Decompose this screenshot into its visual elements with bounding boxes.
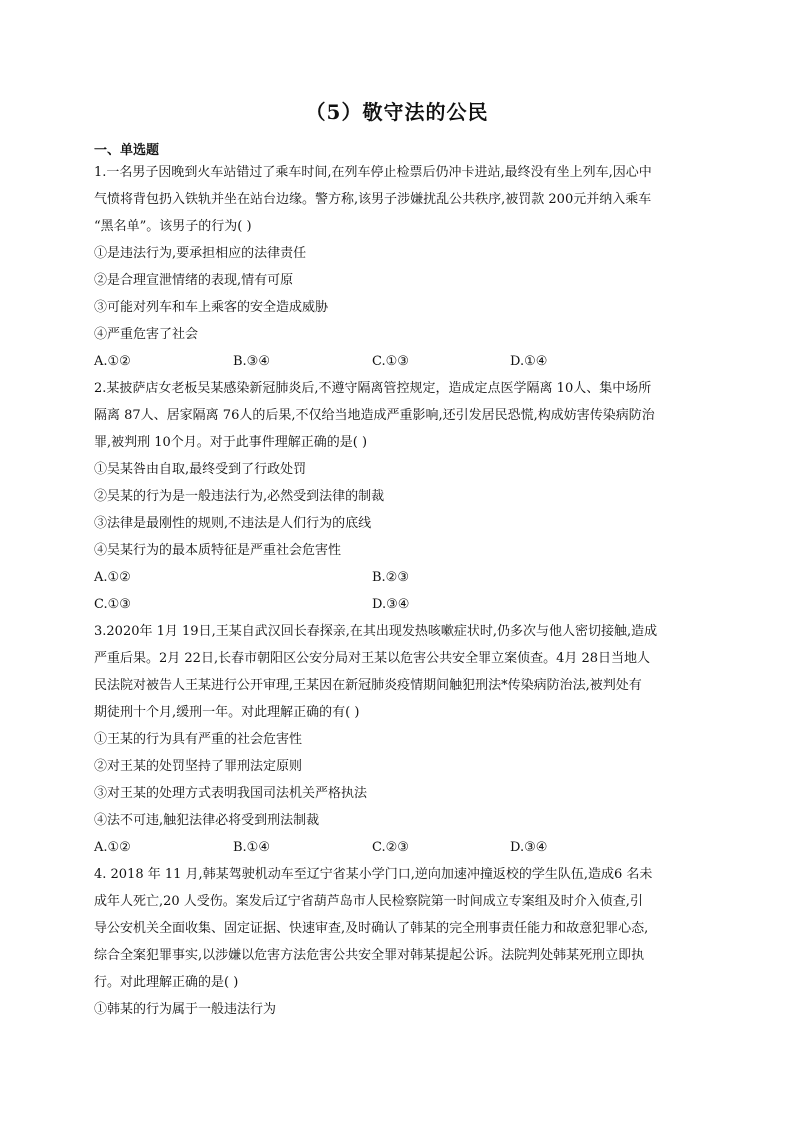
question-list	[94, 142, 704, 1023]
statement: ①韩某的行为属于一般违法行为	[94, 1002, 277, 1017]
option-c: C.②③	[372, 840, 409, 855]
option-c: C.①③	[94, 597, 131, 612]
question-stem-line: “黑名单”。该男子的行为( )	[94, 219, 252, 234]
statement: ④法不可违,触犯法律必将受到刑法制裁	[94, 813, 320, 828]
option-b: B.①④	[233, 840, 270, 855]
question-stem-line: 行。对此理解正确的是( )	[94, 975, 239, 990]
statement: ②对王某的处罚坚持了罪刑法定原则	[94, 759, 303, 774]
question-stem-line: 隔离 87人、居家隔离 76人的后果,不仅给当地造成严重影响,还引发居民恐慌,构成妨害传染病防治	[94, 408, 655, 423]
page-title: （5）敬守法的公民	[305, 100, 489, 124]
question-stem-line: 期徒刑十个月,缓刑一年。对此理解正确的有( )	[94, 705, 360, 720]
section-heading: 一、单选题	[94, 143, 160, 158]
answer-options	[94, 564, 704, 591]
question-1	[94, 159, 704, 375]
statement: ③对王某的处理方式表明我国司法机关严格执法	[94, 786, 368, 801]
statement: ③法律是最刚性的规则,不违法是人们行为的底线	[94, 516, 372, 531]
question-stem-line: 罪,被判刑 10个月。对于此事件理解正确的是( )	[94, 435, 368, 450]
statement: ①是违法行为,要承担相应的法律责任	[94, 246, 307, 261]
question-stem-line: 3.2020年 1月 19日,王某自武汉回长春探亲,在其出现发热咳嗽症状时,仍多次与他人密切接触,造成	[94, 624, 658, 639]
option-c: C.①③	[372, 354, 409, 369]
option-d: D.①④	[510, 354, 548, 369]
question-stem-line: 2.某披萨店女老板吴某感染新冠肺炎后,不遵守隔离管控规定，造成定点医学隔离 10人、集中场所	[94, 381, 652, 396]
question-stem-line: 气愤将背包扔入铁轨并坐在站台边缘。警方称,该男子涉嫌扰乱公共秩序,被罚款 200元并纳入乘车	[94, 192, 652, 207]
question-3	[94, 618, 704, 861]
option-a: A.①②	[94, 840, 131, 855]
question-stem-line: 导公安机关全面收集、固定证据、快速审查,及时确认了韩某的完全刑事责任能力和故意犯罪心态,	[94, 921, 649, 936]
question-stem-line: 民法院对被告人王某进行公开审理,王某因在新冠肺炎疫情期间触犯刑法*传染病防治法,被判处有	[94, 678, 642, 693]
option-d: D.③④	[510, 840, 548, 855]
answer-options	[94, 834, 704, 861]
option-b: B.③④	[233, 354, 270, 369]
statement: ③可能对列车和车上乘客的安全造成威胁	[94, 300, 329, 315]
statement: ④吴某行为的最本质特征是严重社会危害性	[94, 543, 342, 558]
option-a: A.①②	[94, 354, 131, 369]
option-a: A.①②	[94, 570, 131, 585]
statement: ①王某的行为具有严重的社会危害性	[94, 732, 303, 747]
option-d: D.③④	[372, 597, 410, 612]
statement: ①吴某咎由自取,最终受到了行政处罚	[94, 462, 307, 477]
question-stem-line: 1.一名男子因晚到火车站错过了乘车时间,在列车停止检票后仍冲卡进站,最终没有坐上列车,因心中	[94, 165, 652, 180]
question-stem-line: 综合全案犯罪事实,以涉嫌以危害方法危害公共安全罪对韩某提起公诉。法院判处韩某死刑立即执	[94, 948, 645, 963]
statement: ④严重危害了社会	[94, 327, 199, 342]
answer-options	[94, 591, 704, 618]
question-stem-line: 严重后果。2月 22日,长春市朝阳区公安分局对王某以危害公共安全罪立案侦查。4月 28日当地人	[94, 651, 651, 666]
option-b: B.②③	[372, 570, 409, 585]
question-4	[94, 861, 704, 1023]
statement: ②是合理宣泄情绪的表现,情有可原	[94, 273, 294, 288]
question-2	[94, 375, 704, 618]
question-stem-line: 成年人死亡,20 人受伤。案发后辽宁省葫芦岛市人民检察院第一时间成立专案组及时介入侦查,引	[94, 894, 643, 909]
question-stem-line: 4. 2018 年 11 月,韩某驾驶机动车至辽宁省某小学门口,逆向加速冲撞返校的学生队伍,造成6 名未	[94, 867, 653, 882]
answer-options	[94, 348, 704, 375]
statement: ②吴某的行为是一般违法行为,必然受到法律的制裁	[94, 489, 385, 504]
